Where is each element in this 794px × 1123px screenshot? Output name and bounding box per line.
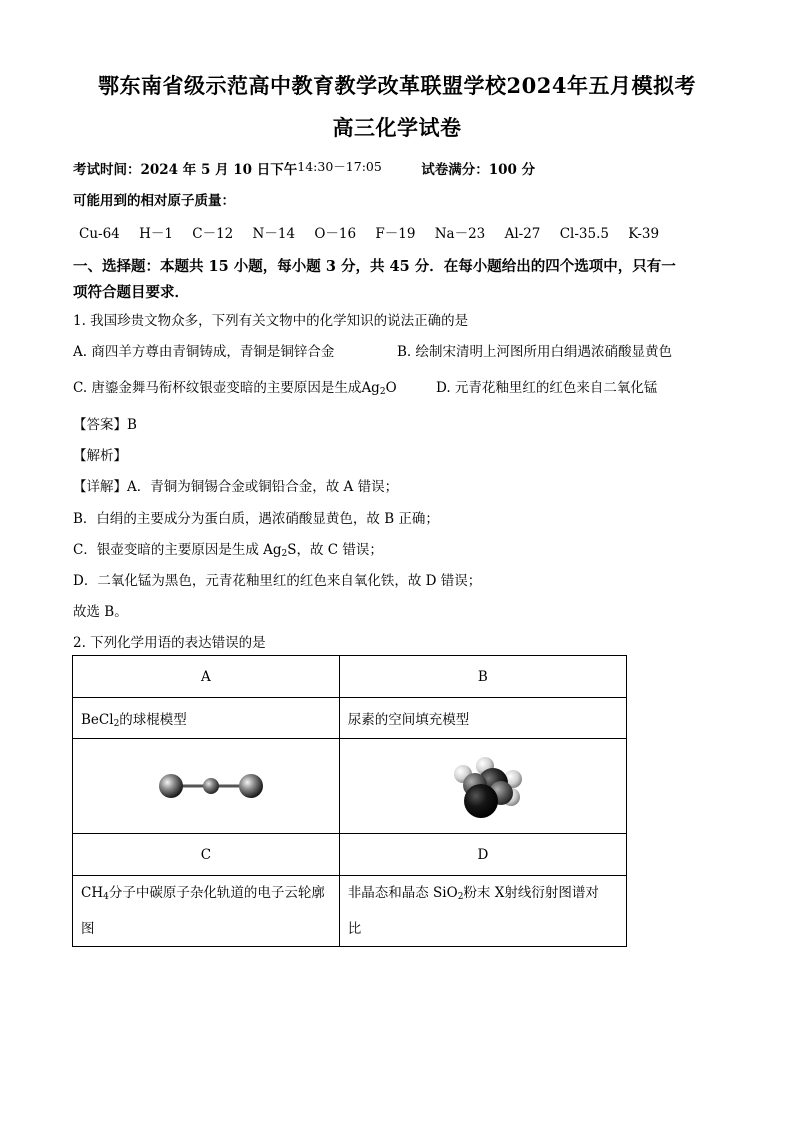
mass-item: N－14 [252, 226, 296, 242]
becl2-ball-stick-model [76, 739, 336, 829]
q1-detail-c [73, 538, 383, 559]
mass-item: Cu-64 [79, 226, 120, 242]
q1-option-d: D. 元青花釉里红的红色来自二氧化锰 [436, 380, 658, 396]
be-atom [203, 778, 219, 794]
detail-c-end: S，故 C 错误； [287, 542, 383, 558]
q1-option-c [73, 376, 397, 397]
o-atom [464, 784, 498, 818]
q1-detail-a [73, 475, 398, 495]
q2-label-a-formula: BeCl [81, 711, 114, 728]
exam-time-range: 14:30－17:05 [297, 159, 382, 174]
detail-tag: 【详解】 [73, 479, 127, 495]
exam-time-label: 考试时间：2024 年 5 月 10 日下午 [73, 162, 298, 178]
mass-item: K-39 [628, 226, 660, 242]
q2-desc-d-line2: 比 [347, 921, 362, 937]
q1-option-c-formula: Ag [361, 380, 380, 396]
q1-answer [73, 413, 137, 433]
q2-header-b: B [339, 656, 626, 698]
detail-c-sub: 2 [281, 549, 288, 559]
q2-header-d: D [339, 834, 626, 876]
cl-atom-right [239, 774, 263, 798]
q2-desc-c [73, 876, 340, 947]
q1-stem: 1. 我国珍贵文物众多，下列有关文物中的化学知识的说法正确的是 [73, 313, 469, 329]
q2-desc-c-line1: 分子中碳原子杂化轨道的电子云轮廓 [108, 885, 325, 901]
atomic-mass-label: 可能用到的相对原子质量： [73, 193, 235, 209]
q2-header-c: C [73, 834, 340, 876]
q2-stem: 2. 下列化学用语的表达错误的是 [73, 635, 266, 651]
q1-conclusion: 故选 B。 [73, 604, 128, 620]
q1-option-c-formula-end: O [385, 380, 397, 396]
detail-a-text: A．青铜为铜锡合金或铜铅合金，故 A 错误； [127, 479, 399, 495]
q2-header-a: A [73, 656, 340, 698]
q2-image-a [73, 739, 340, 834]
q2-label-a [73, 698, 340, 739]
q2-desc-d [339, 876, 626, 947]
q2-desc-d-line1: 非晶态和晶态 SiO [347, 885, 458, 901]
q2-desc-d-sub: 2 [457, 892, 464, 902]
q2-label-b: 尿素的空间填充模型 [339, 698, 626, 739]
mass-item: C－12 [192, 226, 234, 242]
q2-desc-c-line2: 图 [81, 921, 95, 937]
exam-title: 鄂东南省级示范高中教育教学改革联盟学校2024年五月模拟考 [98, 73, 696, 98]
q2-image-b [339, 739, 626, 834]
atomic-mass-list [79, 222, 674, 242]
section-heading-line2: 项符合题目要求． [73, 284, 189, 301]
q1-option-c-text: C. 唐鎏金舞马衔杯纹银壶变暗的主要原因是生成 [73, 380, 362, 396]
q2-desc-c-sub: 4 [103, 892, 109, 902]
mass-item: Na－23 [434, 226, 486, 242]
exam-score-label: 试卷满分：100 分 [421, 162, 536, 178]
exam-subtitle: 高三化学试卷 [332, 115, 462, 140]
q1-detail-d: D．二氧化锰为黑色，元青花釉里红的红色来自氧化铁，故 D 错误； [73, 573, 482, 589]
q2-desc-c-formula: CH [81, 885, 104, 901]
q1-analysis-tag: 【解析】 [73, 448, 127, 464]
q2-desc-d-line1-end: 粉末 X射线衍射图谱对 [463, 885, 599, 901]
mass-item: O－16 [314, 226, 357, 242]
q1-option-b: B. 绘制宋清明上河图所用白绢遇浓硝酸显黄色 [397, 344, 673, 360]
mass-item: Cl-35.5 [559, 226, 609, 242]
q2-options-table [72, 655, 627, 947]
mass-item: Al-27 [504, 226, 541, 242]
q2-label-a-sub: 2 [113, 718, 120, 729]
cl-atom-left [159, 774, 183, 798]
exam-info-line [73, 157, 535, 178]
section-heading-line1: 一、选择题：本题共 15 小题，每小题 3 分，共 45 分．在每小题给出的四个选项中，只有一 [73, 258, 676, 275]
detail-c-text: C．银壶变暗的主要原因是生成 Ag [73, 542, 282, 558]
q1-option-a: A. 商四羊方尊由青铜铸成，青铜是铜锌合金 [73, 344, 335, 360]
q1-detail-b: B．白绢的主要成分为蛋白质，遇浓硝酸显黄色，故 B 正确； [73, 511, 439, 527]
q2-label-a-text: 的球棍模型 [119, 711, 187, 728]
urea-space-filling-model [343, 739, 623, 829]
mass-item: H－1 [139, 226, 173, 242]
mass-item: F－19 [375, 226, 416, 242]
q1-option-c-sub: 2 [379, 387, 386, 397]
answer-tag: 【答案】 [73, 417, 127, 433]
answer-value: B [127, 417, 137, 433]
